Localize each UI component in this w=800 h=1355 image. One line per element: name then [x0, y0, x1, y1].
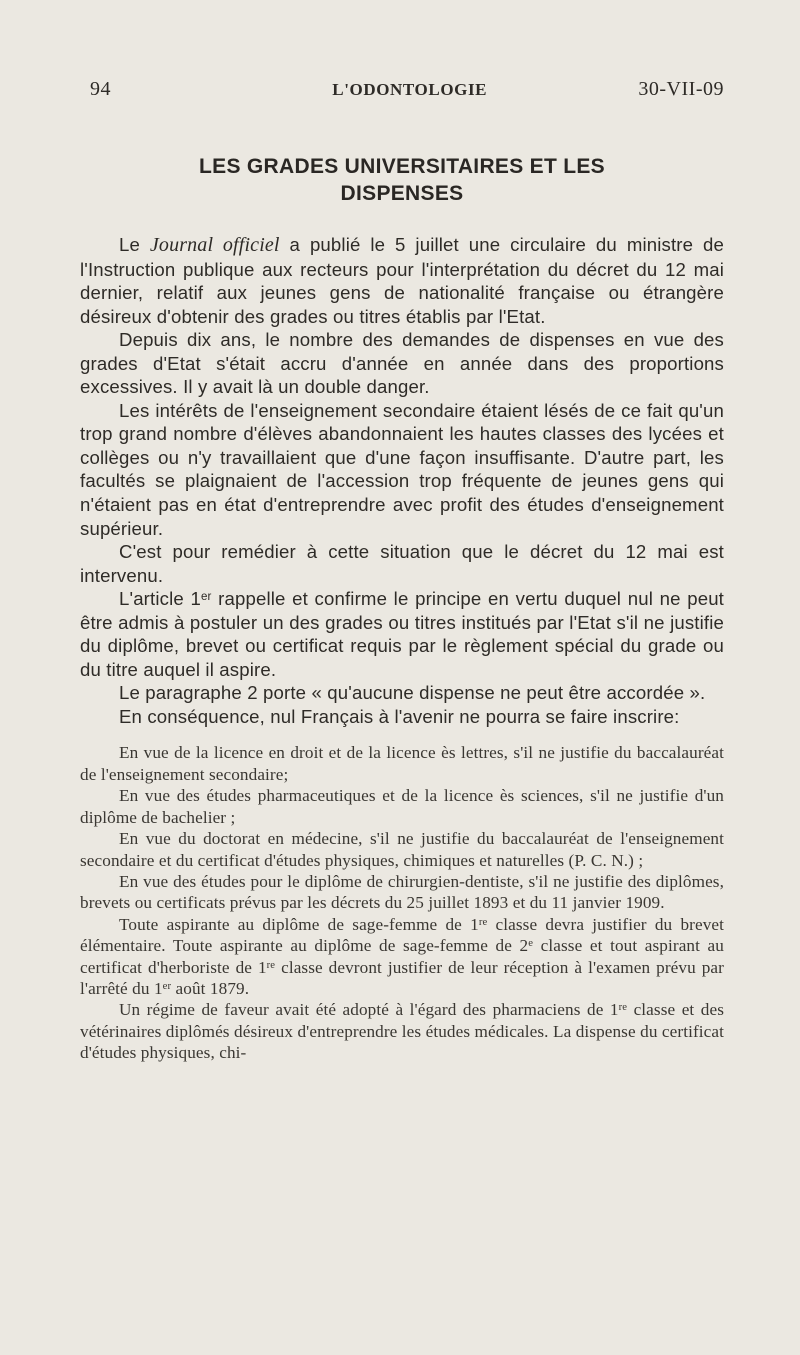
text-run: classe devront justifier de leur réception à l'examen prévu par l'arrêté du 1 — [80, 957, 724, 998]
text-run: Un régime de faveur avait été adopté à l'égard des pharmaciens de 1 — [119, 1000, 619, 1020]
superscript: e — [528, 938, 534, 950]
paragraph-1-start: Le — [119, 234, 150, 255]
article-body — [80, 233, 724, 728]
regulation-item-5 — [80, 914, 724, 1000]
paragraph-1-rest: a publié le 5 juillet une circulaire du ministre de l'Instruction publique aux recteurs pour l'interprétation du décret du 12 mai dernier, relatif aux jeunes gens de nationalité française ou étrangère désireux d'obtenir des grades ou titres établis par l'Etat. — [80, 234, 724, 327]
paragraph-2: Depuis dix ans, le nombre des demandes de dispenses en vue des grades d'Etat s'était accru d'année en année dans des proportions excessives. Il y avait là un double danger. — [80, 329, 724, 398]
regulation-item-3: En vue du doctorat en médecine, s'il ne justifie du baccalauréat de l'enseignement secondaire et du certificat d'études physiques, chimiques et naturelles (P. C. N.) ; — [80, 829, 724, 870]
running-header — [90, 78, 724, 101]
regulation-item-1: En vue de la licence en droit et de la licence ès lettres, s'il ne justifie du baccalauréat de l'enseignement secondaire; — [80, 743, 724, 784]
paragraph-5-start: L'article 1 — [119, 588, 201, 610]
paragraph-6: Le paragraphe 2 porte « qu'aucune dispense ne peut être accordée ». — [119, 682, 706, 704]
article-title — [80, 153, 724, 207]
article-title-line-1: LES GRADES UNIVERSITAIRES ET LES — [199, 155, 605, 178]
regulation-item-6 — [80, 999, 724, 1063]
paragraph-5 — [80, 587, 724, 681]
superscript: re — [478, 916, 488, 928]
regulation-item-2: En vue des études pharmaceutiques et de la licence ès sciences, s'il ne justifie d'un diplôme de bachelier ; — [80, 786, 724, 827]
paragraph-1 — [80, 233, 724, 328]
superscript: re — [266, 959, 276, 971]
text-run: Toute aspirante au diplôme de sage-femme de 1 — [119, 914, 479, 934]
paragraph-5-rest: rappelle et confirme le principe en vertu duquel nul ne peut être admis à postuler un des grades ou titres institués par l'Etat s'il ne justifie du diplôme, brevet ou certificat requis par le règlement spécial du grade ou du titre auquel il aspire. — [80, 588, 725, 680]
article-title-line-2: DISPENSES — [340, 182, 464, 205]
superscript: er — [162, 981, 172, 993]
superscript: er — [200, 591, 212, 604]
issue-date: 30-VII-09 — [638, 78, 724, 100]
paragraph-3: Les intérêts de l'enseignement secondaire étaient lésés de ce fait qu'un trop grand nombre d'élèves abandonnaient les hautes classes des lycées et collèges ou n'y travaillaient que d'une façon insuffisante. D'autre part, les facultés se plaignaient de l'accession trop fréquente de jeunes gens qui n'étaient pas en état d'entreprendre avec profit des études d'enseignement supérieur. — [80, 399, 724, 539]
page-number: 94 — [90, 78, 111, 100]
superscript: re — [618, 1002, 628, 1014]
text-run: août 1879. — [171, 978, 250, 998]
paragraph-7: En conséquence, nul Français à l'avenir ne pourra se faire inscrire: — [119, 705, 680, 727]
text-run: classe et des vétérinaires diplômés désireux d'entreprendre les études médicales. La dispense du certificat d'études physiques, chi- — [80, 1000, 724, 1063]
text-run: classe et tout aspirant au certificat d'herboriste de 1 — [80, 936, 724, 977]
paragraph-4: C'est pour remédier à cette situation que le décret du 12 mai est intervenu. — [80, 541, 724, 586]
journal-officiel-italic: Journal officiel — [149, 234, 280, 256]
regulation-item-4: En vue des études pour le diplôme de chirurgien-dentiste, s'il ne justifie des diplômes, brevets ou certificats prévus par les décrets du 25 juillet 1893 et du 11 janvier 1909. — [80, 871, 724, 913]
regulation-list — [80, 742, 724, 1063]
text-run: classe devra justifier du brevet élémentaire. Toute aspirante au diplôme de sage-femme de 2 — [80, 914, 724, 956]
journal-title: L'ODONTOLOGIE — [332, 80, 488, 99]
